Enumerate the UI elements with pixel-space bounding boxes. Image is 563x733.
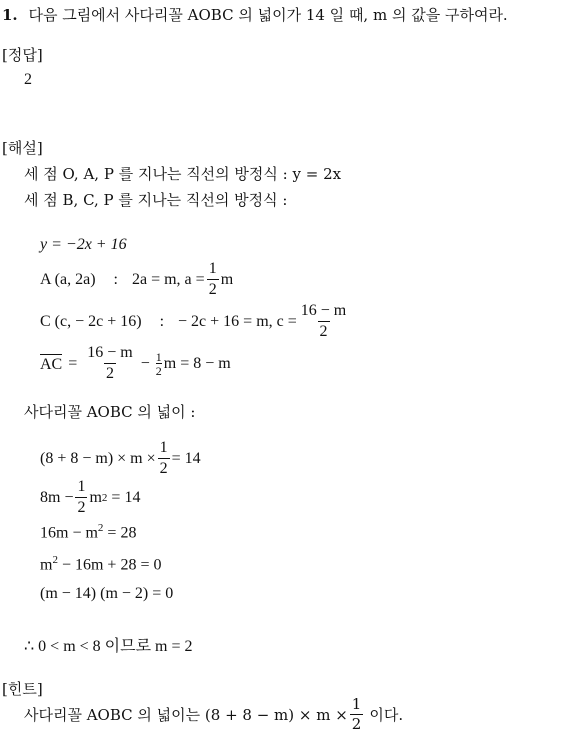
line-opa: 세 점 O, A, P 를 지나는 직선의 방정식 : y = 2x [24,165,342,183]
point-c-row [40,303,350,340]
answer-value: 2 [24,71,32,88]
segment-ac-row: AC = $\frac{16 - m}{2}$ − $\frac{1}{2}$ m = 8 − m [40,344,231,382]
fraction-16-minus-m-over-2: $\frac{16 - m}{2}$ [300,302,347,340]
colon: : [113,270,118,288]
fraction-half: $\frac{1}{2}$ [208,260,217,298]
fraction-half: $\frac{1}{2}$ [159,439,168,477]
step-2: 8m − $\frac{1}{2}$ m 2 = 14 [40,478,141,516]
problem-statement [2,4,508,25]
fraction-half: $\frac{1}{2}$ [351,695,362,733]
line-bcp: 세 점 B, C, P 를 지나는 직선의 방정식 : [24,191,288,209]
fraction-16-minus-m-over-2: $\frac{16 - m}{2}$ [87,344,133,382]
step-1: (8 + 8 − m) × m × $\frac{1}{2}$ = 14 [40,439,201,477]
problem-number: 1. [2,6,18,24]
step-3: $16m - m^2 = 28$ [40,522,137,542]
conclusion: ∴ 0 < m < 8 이므로 m = 2 [24,638,193,655]
fraction-small-half: $\frac{1}{2}$ [155,349,162,378]
point-a-eq: 2a = m, a = [131,270,205,288]
answer-heading: [정답] [2,46,43,64]
step-5: (m − 14) (m − 2) = 0 [40,585,174,602]
eq-line-y: y = −2x + 16 [40,236,127,253]
colon: : [159,312,165,330]
fraction-half: $\frac{1}{2}$ [77,478,86,516]
segment-ac-label: AC [40,355,63,373]
hint-heading: [힌트] [2,680,43,698]
problem-text: 다음 그림에서 사다리꼴 AOBC 의 넓이가 14 일 때, m 의 값을 구하여라. [28,6,508,24]
hint-text: 사다리꼴 AOBC 의 넓이는 (8 + 8 − m) × m × $\frac{1}{2}$ 이다. [24,695,404,733]
point-c-label: C (c, − 2c + 16) [40,312,142,330]
area-heading: 사다리꼴 AOBC 의 넓이 : [24,403,196,421]
point-c-eq: − 2c + 16 = m, c = [178,312,297,330]
explanation-heading: [해설] [2,139,43,157]
step-4: $m^2 - 16m + 28 = 0$ [40,554,162,574]
point-a-row: A (a, 2a) : 2a = m, a = $\frac{1}{2}$ m [40,260,234,298]
point-a-label: A (a, 2a) [40,270,96,288]
